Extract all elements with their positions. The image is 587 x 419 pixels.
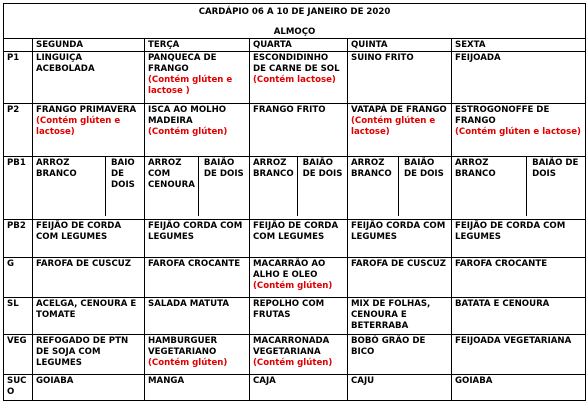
row-label-g: G: [4, 257, 33, 297]
cell-veg-thu: [348, 334, 452, 374]
dish-text: FEIJÃO CORDA COM LEGUMES: [351, 220, 446, 242]
rice-option: ARROZ COM CENOURA: [145, 157, 199, 216]
cell-pb1-thu: [348, 156, 452, 219]
allergen-note: (Contém glúten): [253, 357, 333, 368]
dish-text: FEIJÃO DE CORDA COM LEGUMES: [36, 220, 122, 242]
dish-text: FAROFA DE CUSCUZ: [36, 258, 131, 269]
row-veg: [4, 334, 586, 374]
baiao-option: BAIÃO DE DOIS: [532, 157, 579, 179]
dish-text: FRANGO FRITO: [253, 104, 326, 115]
row-pb2: [4, 219, 586, 257]
cell-pb1-fri: [452, 156, 586, 219]
baiao-option: BAIÃO DE DOIS: [404, 157, 444, 179]
menu-title: CARDÁPIO 06 A 10 DE JANEIRO DE 2020: [4, 4, 586, 23]
dish-text: CAJA: [253, 375, 276, 386]
cell-veg-mon: [33, 334, 145, 374]
dish-text: SALADA MATUTA: [148, 298, 229, 309]
dish-text: FRANGO PRIMAVERA: [36, 104, 137, 115]
day-wednesday: QUARTA: [250, 38, 348, 51]
cell-g-wed: [250, 257, 348, 297]
cell-p2-mon: [33, 103, 145, 156]
cell-suco-fri: [452, 374, 586, 400]
row-label-veg: VEG: [4, 334, 33, 374]
menu-table: [3, 3, 586, 401]
cell-pb2-tue: [145, 219, 250, 257]
cell-pb1-mon: [33, 156, 145, 219]
cell-sl-fri: [452, 297, 586, 334]
dish-text: REPOLHO COM FRUTAS: [253, 298, 325, 320]
row-pb1: [4, 156, 586, 219]
cell-g-fri: [452, 257, 586, 297]
dish-text: FEIJOADA VEGETARIANA: [455, 335, 572, 346]
cell-suco-mon: [33, 374, 145, 400]
row-label-suco: SUCO: [4, 374, 33, 400]
cell-sl-thu: [348, 297, 452, 334]
dish-text: GOIABA: [36, 375, 74, 386]
cell-veg-fri: [452, 334, 586, 374]
cell-veg-tue: [145, 334, 250, 374]
allergen-note: (Contém glúten): [148, 126, 228, 137]
cell-g-tue: [145, 257, 250, 297]
cell-sl-mon: [33, 297, 145, 334]
cell-suco-tue: [145, 374, 250, 400]
dish-text: BOBÓ GRÃO DE BICO: [351, 335, 426, 357]
cell-p2-fri: [452, 103, 586, 156]
row-label-pb2: PB2: [4, 219, 33, 257]
cell-g-thu: [348, 257, 452, 297]
allergen-note: (Contém glúten): [148, 357, 228, 368]
rice-option: ARROZ BRANCO: [452, 157, 527, 216]
meal-subtitle: ALMOÇO: [4, 23, 586, 39]
cell-pb2-wed: [250, 219, 348, 257]
dish-text: MANGA: [148, 375, 185, 386]
baiao-option: BAIÃO DE DOIS: [203, 157, 244, 179]
dish-text: MACARRÃO AO ALHO E OLEO: [253, 258, 326, 280]
cell-veg-wed: [250, 334, 348, 374]
dish-text: FAROFA CROCANTE: [148, 258, 241, 269]
cell-sl-tue: [145, 297, 250, 334]
dish-text: ISCA AO MOLHO MADEIRA: [148, 104, 227, 126]
row-sl: [4, 297, 586, 334]
cell-p2-tue: [145, 103, 250, 156]
allergen-note: (Contém glúten e lactose ): [148, 74, 233, 96]
cell-p2-wed: [250, 103, 348, 156]
dish-text: MACARRONADA VEGETARIANA: [253, 335, 330, 357]
cell-sl-wed: [250, 297, 348, 334]
dish-text: BATATA E CENOURA: [455, 298, 550, 309]
cell-pb2-thu: [348, 219, 452, 257]
cell-p2-thu: [348, 103, 452, 156]
row-label-p2: P2: [4, 103, 33, 156]
cell-p1-wed: [250, 51, 348, 103]
dish-text: FEIJÃO DE CORDA COM LEGUMES: [253, 220, 339, 242]
cell-p1-tue: [145, 51, 250, 103]
row-g: [4, 257, 586, 297]
dish-text: PANQUECA DE FRANGO: [148, 52, 217, 74]
baiao-option: BAIÃO DE DOIS: [302, 157, 343, 179]
rice-option: ARROZ BRANCO: [250, 157, 298, 216]
dish-text: FEIJÃO DE CORDA COM LEGUMES: [455, 220, 566, 242]
allergen-note: (Contém glúten e lactose): [351, 115, 436, 137]
allergen-note: (Contém glúten): [253, 280, 333, 291]
allergen-note: (Contém glúten e lactose): [36, 115, 121, 137]
day-tuesday: TERÇA: [145, 38, 250, 51]
day-monday: SEGUNDA: [33, 38, 145, 51]
dish-text: GOIABA: [455, 375, 493, 386]
allergen-note: (Contém glúten e lactose): [455, 126, 581, 137]
row-label-sl: SL: [4, 297, 33, 334]
dish-text: FEIJOADA: [455, 52, 501, 63]
day-friday: SEXTA: [452, 38, 586, 51]
dish-text: FEIJÃO CORDA COM LEGUMES: [148, 220, 243, 242]
cell-pb2-mon: [33, 219, 145, 257]
dish-text: ESTROGONOFFE DE FRANGO: [455, 104, 550, 126]
dish-text: REFOGADO DE PTN DE SOJA COM LEGUMES: [36, 335, 129, 368]
dish-text: SUINO FRITO: [351, 52, 414, 63]
row-suco: [4, 374, 586, 400]
cell-pb1-tue: [145, 156, 250, 219]
baiao-option: BAIO DE DOIS: [111, 157, 135, 190]
dish-text: VATAPÁ DE FRANGO: [351, 104, 447, 115]
cell-p1-mon: [33, 51, 145, 103]
dish-text: FAROFA CROCANTE: [455, 258, 548, 269]
cell-g-mon: [33, 257, 145, 297]
cell-p1-fri: [452, 51, 586, 103]
allergen-note: (Contém lactose): [253, 74, 336, 85]
rice-option: ARROZ BRANCO: [348, 157, 399, 216]
cell-p1-thu: [348, 51, 452, 103]
row-p1: [4, 51, 586, 103]
dish-text: CAJU: [351, 375, 375, 386]
dish-text: FAROFA DE CUSCUZ: [351, 258, 446, 269]
day-header-row: [4, 38, 586, 51]
dish-text: ESCONDIDINHO DE CARNE DE SOL: [253, 52, 340, 74]
dish-text: LINGUIÇA ACEBOLADA: [36, 52, 95, 74]
dish-text: MIX DE FOLHAS, CENOURA E BETERRABA: [351, 298, 431, 331]
dish-text: HAMBURGUER VEGETARIANO: [148, 335, 218, 357]
row-label-p1: P1: [4, 51, 33, 103]
dish-text: ACELGA, CENOURA E TOMATE: [36, 298, 137, 320]
header-corner: [4, 38, 33, 51]
cell-pb1-wed: [250, 156, 348, 219]
cell-pb2-fri: [452, 219, 586, 257]
row-p2: [4, 103, 586, 156]
row-label-pb1: PB1: [4, 156, 33, 219]
cell-suco-wed: [250, 374, 348, 400]
cell-suco-thu: [348, 374, 452, 400]
rice-option: ARROZ BRANCO: [33, 157, 106, 216]
day-thursday: QUINTA: [348, 38, 452, 51]
